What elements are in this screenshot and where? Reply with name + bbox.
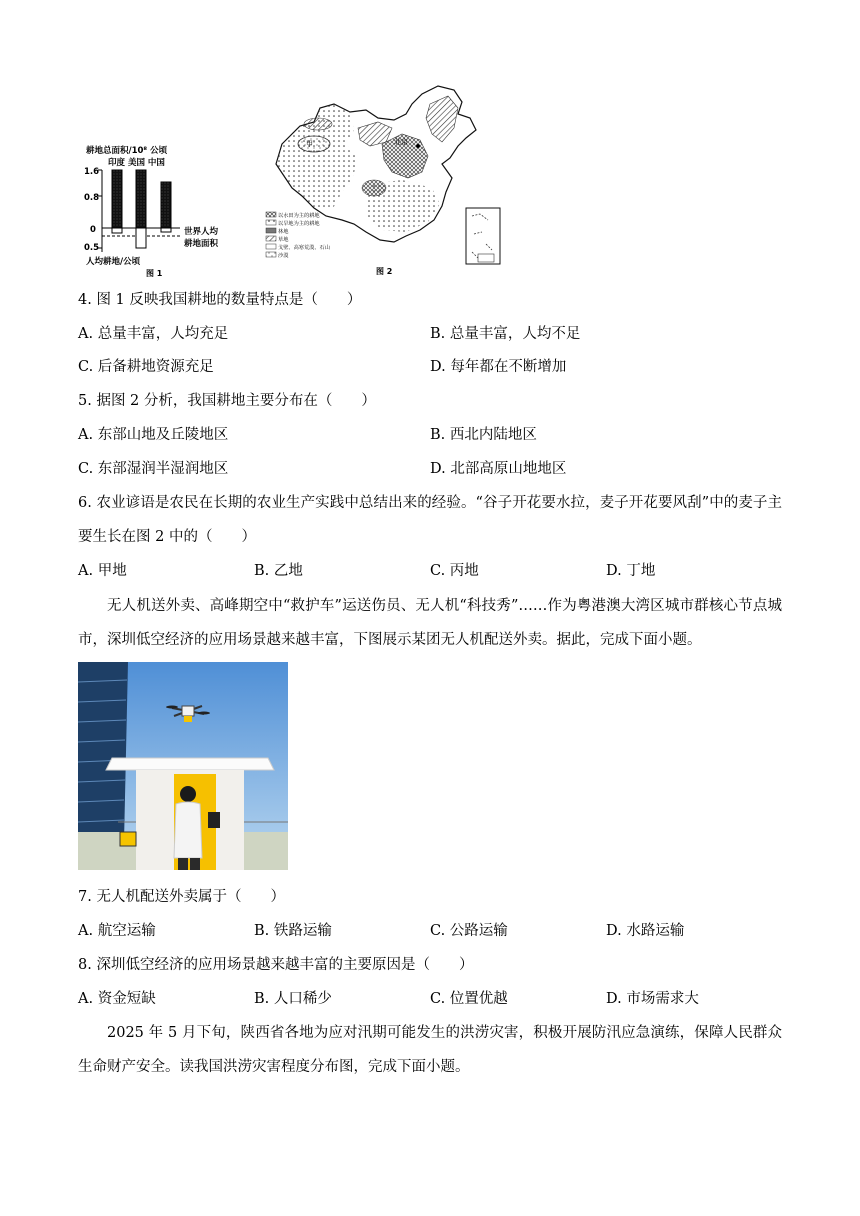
fig1-tick-zero: 0 — [90, 225, 96, 235]
fig2-caption: 图 2 — [376, 267, 393, 276]
kiosk-roof — [106, 758, 274, 770]
bar-usa-per-capita — [136, 228, 146, 248]
q5-option-a: A. 东部山地及丘陵地区 — [78, 427, 229, 443]
q6-option-c: C. 丙地 — [430, 563, 479, 579]
desert-area — [298, 136, 330, 152]
q6-option-b: B. 乙地 — [254, 563, 303, 579]
figure-2-svg — [262, 84, 508, 280]
q6-stem: 6. 农业谚语是农民在长期的农业生产实践中总结出来的经验。“谷子开花要水拉，麦子开花要风刮”中的麦子主要生长在图 2 中的（ ） — [78, 495, 782, 545]
label-beijing: 北京 — [394, 138, 408, 146]
legend-swatch-grassland — [266, 236, 276, 241]
q5-option-d: D. 北部高原山地地区 — [430, 461, 567, 477]
legend-label-forest: 林地 — [278, 229, 289, 235]
q4-option-c: C. 后备耕地资源充足 — [78, 359, 214, 375]
figure-2-map — [262, 84, 508, 280]
person-head — [180, 786, 196, 802]
figure-1-svg — [80, 140, 230, 280]
q4-option-d: D. 每年都在不断增加 — [430, 359, 567, 375]
label-jia: 甲 — [306, 140, 313, 148]
q5-stem: 5. 据图 2 分析，我国耕地主要分布在（ ） — [78, 393, 376, 409]
q5-option-c: C. 东部湿润半湿润地区 — [78, 461, 229, 477]
q4-stem: 4. 图 1 反映我国耕地的数量特点是（ ） — [78, 292, 362, 308]
passage-flood: 2025 年 5 月下旬，陕西省各地为应对汛期可能发生的洪涝灾害，积极开展防汛应急演练，保障人民群众生命财产安全。读我国洪涝灾害程度分布图，完成下面小题。 — [78, 1025, 782, 1075]
northern-xinjiang-cropland — [304, 118, 332, 130]
bar-usa-total — [136, 170, 146, 228]
bar-india-total — [112, 170, 122, 228]
q7-option-d: D. 水路运输 — [606, 923, 685, 939]
beijing-marker — [416, 144, 420, 148]
fig1-bottom-label: 人均耕地/公顷 — [86, 257, 141, 267]
photo-svg — [78, 662, 288, 870]
q7-option-c: C. 公路运输 — [430, 923, 508, 939]
fig1-countries: 印度 美国 中国 — [108, 158, 165, 168]
passage-drone-delivery: 无人机送外卖、高峰期空中“救护车”运送伤员、无人机“科技秀”……作为粤港澳大湾区城市群核心节点城市，深圳低空经济的应用场景越来越丰富，下图展示某团无人机配送外卖。据此，完成下面小题。 — [78, 598, 782, 648]
bar-china-total — [161, 182, 171, 228]
bar-india-per-capita — [112, 228, 122, 233]
sign-board — [120, 832, 136, 846]
sichuan-basin — [362, 180, 386, 196]
legend-swatch-forest — [266, 228, 276, 233]
fig1-tick-neg: 0.5 — [84, 243, 100, 253]
bar-china-per-capita — [161, 228, 171, 232]
figure-1-bar-chart — [80, 140, 230, 280]
q7-stem: 7. 无人机配送外卖属于（ ） — [78, 889, 285, 905]
q4-option-b: B. 总量丰富，人均不足 — [430, 326, 581, 342]
legend-label-barren: 戈壁、高寒荒漠、石山 — [278, 245, 330, 251]
q7-option-b: B. 铁路运输 — [254, 923, 332, 939]
person-body — [174, 802, 202, 858]
legend-label-dryland: 以旱地为主的耕地 — [278, 221, 320, 227]
fig1-caption: 图 1 — [146, 269, 163, 278]
fig1-tick-top: 1.6 — [84, 167, 100, 177]
legend-swatch-barren — [266, 244, 276, 249]
q6-option-d: D. 丁地 — [606, 563, 656, 579]
q8-option-b: B. 人口稀少 — [254, 991, 332, 1007]
q8-option-d: D. 市场需求大 — [606, 991, 699, 1007]
legend-label-desert: 沙漠 — [278, 253, 289, 259]
fig1-right-label-1: 世界人均 — [184, 227, 219, 237]
legend-label-paddy: 以水田为主的耕地 — [278, 213, 320, 219]
fig1-y-axis-label: 耕地总面积/10⁸ 公顷 — [86, 146, 168, 156]
q8-option-a: A. 资金短缺 — [78, 991, 156, 1007]
drone-delivery-photo — [78, 662, 288, 870]
kiosk-screen — [208, 812, 220, 828]
q7-option-a: A. 航空运输 — [78, 923, 156, 939]
fig1-tick-mid: 0.8 — [84, 193, 100, 203]
fig2-legend — [266, 211, 330, 259]
q4-option-a: A. 总量丰富，人均充足 — [78, 326, 229, 342]
legend-swatch-dryland — [266, 220, 276, 225]
legend-label-grassland: 草地 — [278, 237, 289, 243]
q8-option-c: C. 位置优越 — [430, 991, 508, 1007]
legend-swatch-desert — [266, 252, 276, 257]
q5-option-b: B. 西北内陆地区 — [430, 427, 537, 443]
legend-swatch-paddy — [266, 212, 276, 217]
q6-option-a: A. 甲地 — [78, 563, 127, 579]
q8-stem: 8. 深圳低空经济的应用场景越来越丰富的主要原因是（ ） — [78, 957, 474, 973]
fig1-right-label-2: 耕地面积 — [184, 239, 219, 249]
